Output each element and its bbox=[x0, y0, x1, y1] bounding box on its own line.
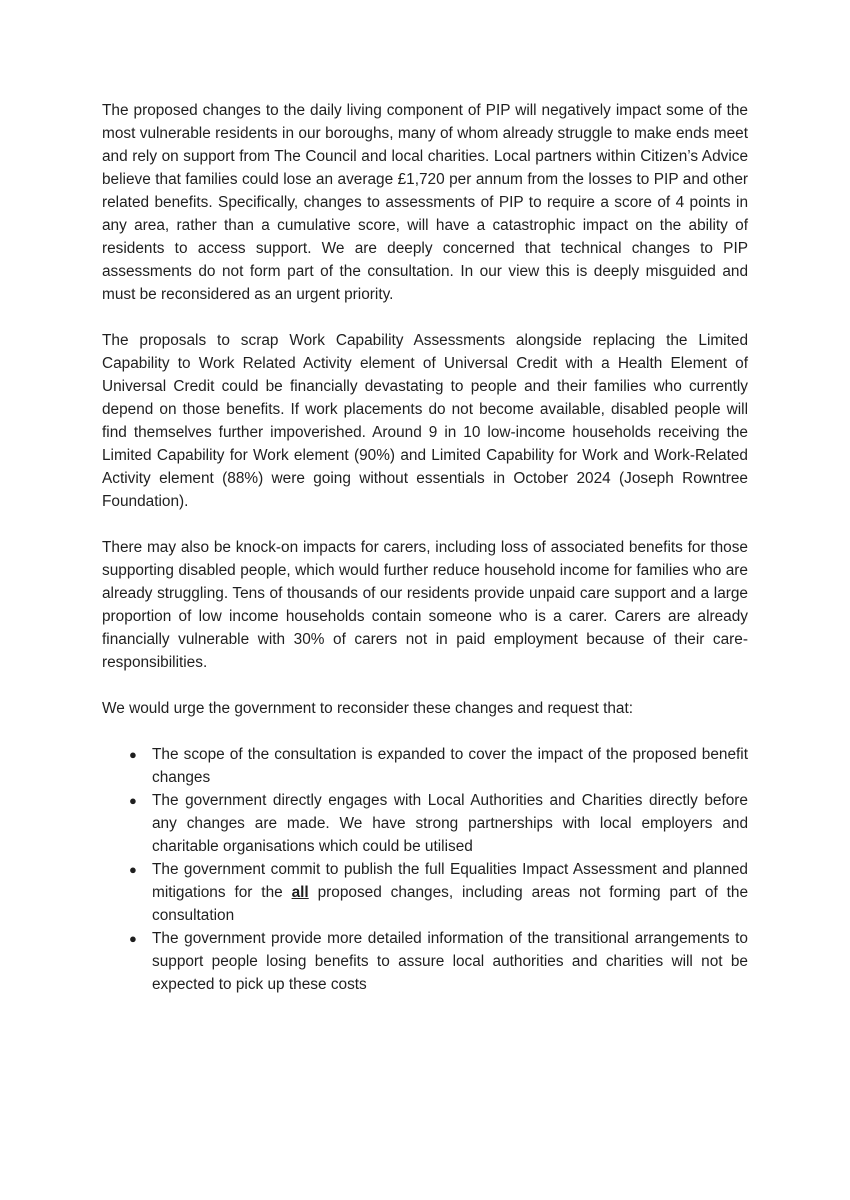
request-text: The government provide more detailed information of the transitional arrangements to support people losing benefits to assure local authorities and charities will not be expected to pick up these costs bbox=[152, 930, 748, 993]
request-list bbox=[102, 743, 748, 996]
paragraph-work-capability: The proposals to scrap Work Capability Assessments alongside replacing the Limited Capability to Work Related Activity element of Universal Credit with a Health Element of Universal Credit could be financially devastating to people and their families who currently depend on those benefits. If work placements do not become available, disabled people will find themselves further impoverished. Around 9 in 10 low-income households receiving the Limited Capability for Work element (90%) and Limited Capability for Work and Work-Related Activity element (88%) were going without essentials in October 2024 (Joseph Rowntree Foundation). bbox=[102, 332, 748, 510]
request-emphasis: all bbox=[291, 884, 309, 901]
paragraph-pip-impact: The proposed changes to the daily living component of PIP will negatively impact some of the most vulnerable residents in our boroughs, many of whom already struggle to make ends meet and rely on support from The Council and local charities. Local partners within Citizen’s Advice believe that families could lose an average £1,720 per annum from the losses to PIP and other related benefits. Specifically, changes to assessments of PIP to require a score of 4 points in any area, rather than a cumulative score, will have a catastrophic impact on the ability of residents to access support. We are deeply concerned that technical changes to PIP assessments do not form part of the consultation. In our view this is deeply misguided and must be reconsidered as an urgent priority. bbox=[102, 102, 748, 303]
request-text: The scope of the consultation is expanded to cover the impact of the proposed benefit changes bbox=[152, 746, 748, 786]
request-text-end: proposed changes, including areas not forming part of the consultation bbox=[152, 884, 749, 924]
document-body bbox=[102, 99, 748, 996]
list-item bbox=[102, 858, 748, 927]
bullet-icon: ● bbox=[129, 931, 137, 946]
paragraph-carers: There may also be knock-on impacts for carers, including loss of associated benefits for those supporting disabled people, which would further reduce household income for families who are already struggling. Tens of thousands of our residents provide unpaid care support and a large proportion of low income households contain someone who is a carer. Carers are already financially vulnerable with 30% of carers not in paid employment because of their care-responsibilities. bbox=[102, 539, 748, 671]
request-text: The government directly engages with Local Authorities and Charities directly before any changes are made. We have strong partnerships with local employers and charitable organisations which could be utilised bbox=[152, 792, 748, 855]
bullet-icon: ● bbox=[129, 862, 137, 877]
bullet-icon: ● bbox=[129, 793, 137, 808]
list-item bbox=[102, 789, 748, 858]
bullet-icon: ● bbox=[129, 747, 137, 762]
request-text-start: The government commit to publish the full Equalities Impact Assessment and planned mitigations for the bbox=[152, 861, 748, 901]
list-item bbox=[102, 743, 748, 789]
list-item bbox=[102, 927, 748, 996]
paragraph-urge-government: We would urge the government to reconsider these changes and request that: bbox=[102, 700, 634, 717]
